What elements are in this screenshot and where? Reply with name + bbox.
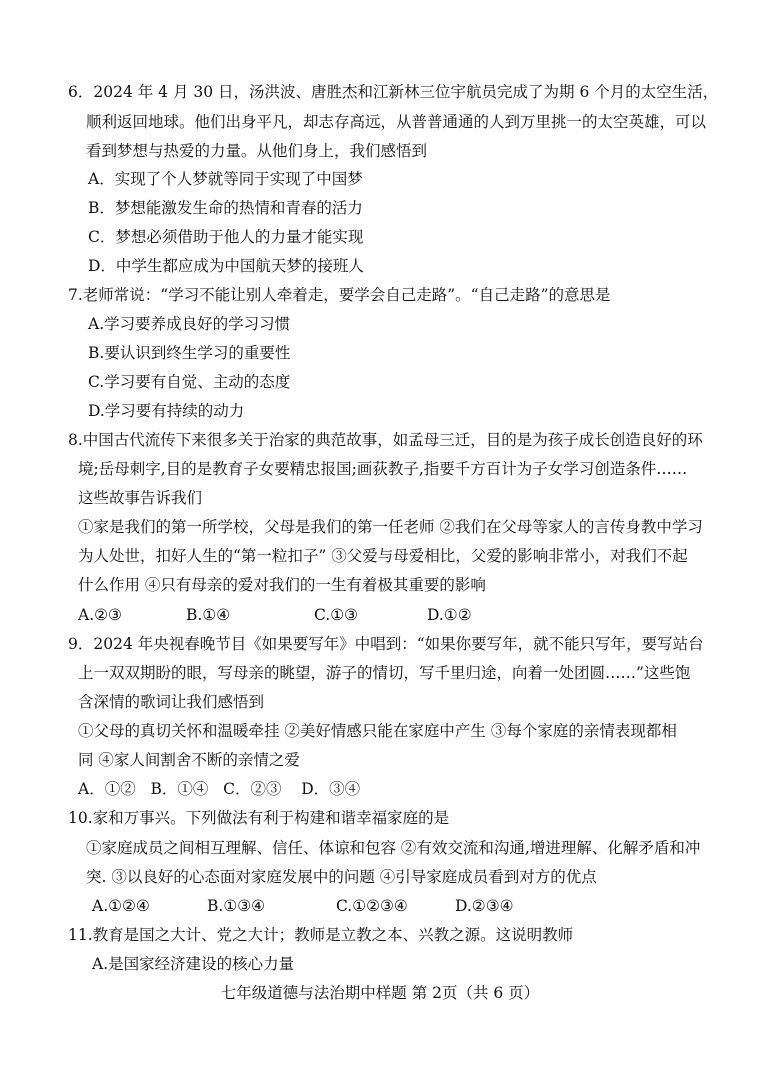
q10-option-d: D.②③④	[455, 897, 514, 915]
q9-stem-line-2: 上一双双期盼的眼，写母亲的眺望，游子的情切，写千里归途，向着一处团圆……”这些饱	[78, 664, 691, 682]
q10-option-a: A.①②④	[92, 897, 150, 915]
q8-option-a: A.②③	[78, 606, 122, 624]
q9-options: A．①② B．①④ C．②③ D．③④	[78, 780, 361, 798]
q9-stem-line-1: 9．2024 年央视春晚节目《如果要写年》中唱到：“如果你要写年，就不能只写年，要写站台	[68, 635, 704, 653]
q6-option-c: C．梦想必须借助于他人的力量才能实现	[88, 228, 364, 246]
q8-stem-line-1: 8.中国古代流传下来很多关于治家的典范故事，如孟母三迁，目的是为孩子成长创造良好的环	[68, 431, 703, 449]
q6-option-a: A．实现了个人梦就等同于实现了中国梦	[88, 170, 363, 188]
q6-option-b: B．梦想能激发生命的热情和青春的活力	[88, 199, 363, 217]
q10-statement-line-2: 突. ③以良好的心态面对家庭发展中的问题 ④引导家庭成员看到对方的优点	[86, 868, 597, 886]
q8-option-b: B.①④	[186, 606, 231, 624]
q11-stem: 11.教育是国之大计、党之大计；教师是立教之本、兴教之源。这说明教师	[68, 926, 574, 944]
q11-option-a: A.是国家经济建设的核心力量	[92, 955, 295, 973]
q10-option-c: C.①②③④	[336, 897, 408, 915]
q8-statement-line-3: 什么作用 ④只有母亲的爱对我们的一生有着极其重要的影响	[78, 576, 486, 594]
q10-stem: 10.家和万事兴。下列做法有利于构建和谐幸福家庭的是	[68, 809, 450, 827]
q10-statement-line-1: ①家庭成员之间相互理解、信任、体谅和包容 ②有效交流和沟通,增进理解、化解矛盾和冲	[86, 839, 701, 857]
q6-option-d: D．中学生都应成为中国航天梦的接班人	[88, 257, 364, 275]
q6-stem-line-3: 看到梦想与热爱的力量。从他们身上，我们感悟到	[86, 142, 428, 160]
q8-option-c: C.①③	[314, 606, 359, 624]
q6-stem-line-1: 6．2024 年 4 月 30 日，汤洪波、唐胜杰和江新林三位宇航员完成了为期 6 个月的太空生活，	[68, 83, 719, 101]
q9-stem-line-3: 含深情的歌词让我们感悟到	[78, 693, 265, 711]
q8-stem-line-3: 这些故事告诉我们	[78, 489, 203, 507]
q7-stem: 7.老师常说：“学习不能让别人牵着走，要学会自己走路”。“自己走路”的意思是	[68, 286, 611, 304]
q7-option-c: C.学习要有自觉、主动的态度	[88, 373, 291, 391]
q8-option-d: D.①②	[427, 606, 472, 624]
q9-statement-line-2: 同 ④家人间割舍不断的亲情之爱	[78, 751, 300, 769]
q8-stem-line-2: 境;岳母刺字,目的是教育子女要精忠报国;画荻教子,指要千方百计为子女学习创造条件……	[78, 460, 688, 478]
q7-option-a: A.学习要养成良好的学习习惯	[88, 315, 291, 333]
q9-statement-line-1: ①父母的真切关怀和温暖牵挂 ②美好情感只能在家庭中产生 ③每个家庭的亲情表现都相	[78, 722, 677, 740]
q6-stem-line-2: 顺利返回地球。他们出身平凡，却志存高远，从普普通通的人到万里挑一的太空英雄，可以	[86, 113, 707, 131]
q8-statement-line-2: 为人处世，扣好人生的“第一粒扣子” ③父爱与母爱相比，父爱的影响非常小，对我们不起	[78, 547, 688, 565]
q7-option-d: D.学习要有持续的动力	[88, 402, 245, 420]
q7-option-b: B.要认识到终生学习的重要性	[88, 344, 291, 362]
page-footer: 七年级道德与法治期中样题 第 2页（共 6 页）	[220, 984, 540, 1002]
q8-statement-line-1: ①家是我们的第一所学校，父母是我们的第一任老师 ②我们在父母等家人的言传身教中学习	[78, 518, 703, 536]
q10-option-b: B.①③④	[207, 897, 266, 915]
